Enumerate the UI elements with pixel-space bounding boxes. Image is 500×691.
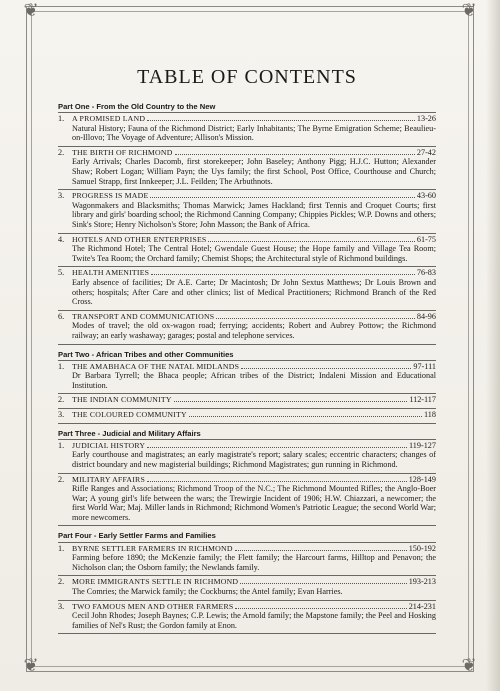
page-range: 112-117: [409, 395, 436, 405]
entry-divider: [58, 266, 436, 267]
page-range: 13-26: [416, 114, 436, 124]
toc-entry: [58, 475, 436, 523]
part-heading: Part Four - Early Settler Farms and Families: [58, 531, 436, 542]
entry-divider: [58, 633, 436, 634]
entry-description: Cecil John Rhodes; Joseph Baynes; C.P. Lewis; the Arnold family; the Mapstone family; the Peel and Hosking families of Nel's Rust; the Gordon family at Enon.: [72, 611, 436, 630]
entry-description: Early absence of facilities; Dr A.E. Carte; Dr Macintosh; Dr John Sextus Matthews; Dr Louis Brown and others; hospitals; After Care and other clinics; list of Medical Practitioners; Richmond Branch of the Red Cross.: [72, 278, 436, 307]
entry-number: 2.: [58, 474, 65, 484]
toc-content: [58, 66, 436, 634]
entry-heading: [72, 475, 436, 485]
toc-entry: [58, 602, 436, 631]
entry-heading: [72, 268, 436, 278]
entry-divider: [58, 473, 436, 474]
toc-entry: [58, 577, 436, 596]
dot-leader: [216, 318, 415, 319]
dot-leader: [147, 120, 415, 121]
toc-entry: [58, 148, 436, 186]
entry-description: Rifle Ranges and Associations; Richmond Troop of the N.C.; The Richmond Mounted Rifles; the Anglo-Boer War; A young girl's life between the wars; the Trewirgie Incident of 1906; H.W. Chiazzari, a newcomer; the first World War; Maj. Miller lands in Richmond; Richmond Women's Patriotic League; the second World War; more newcomers.: [72, 484, 436, 522]
entry-divider: [58, 600, 436, 601]
entry-divider: [58, 233, 436, 234]
corner-ornament-icon: ❦: [461, 655, 477, 676]
entry-description: Farming before 1890; the McKenzie family; the Flett family; the Harcourt farms, Hilltop and Penavon; the Nicholson clan; the Osborn family; the Newlands family.: [72, 553, 436, 572]
entry-title: MORE IMMIGRANTS SETTLE IN RICHMOND: [72, 577, 239, 587]
entry-heading: [72, 395, 436, 405]
page-range: 97-111: [413, 361, 436, 371]
entry-title: JUDICIAL HISTORY: [72, 440, 146, 450]
toc-entry: [58, 312, 436, 341]
entry-number: 1.: [58, 440, 65, 450]
entry-description: The Richmond Hotel; The Central Hotel; Gwendale Guest House; the Hope family and Village Tea Room; Twite's Tea Room; the Orchard family; Chemist Shops; the Architectural style of Richmond buildings.: [72, 244, 436, 263]
entry-description: Natural History; Fauna of the Richmond District; Early Inhabitants; The Byrne Emigration Scheme; Beaulieu-on-Illovo; The Voyage of Adventure; Allison's Mission.: [72, 123, 436, 143]
dot-leader: [151, 274, 415, 275]
entry-number: 1.: [58, 114, 65, 124]
entry-body: [72, 148, 436, 186]
entry-number: 3.: [58, 410, 65, 420]
entry-heading: [72, 235, 436, 245]
entry-body: [72, 191, 436, 229]
entry-body: [72, 235, 436, 264]
entry-title: MILITARY AFFAIRS: [72, 474, 145, 484]
dot-leader: [235, 608, 406, 609]
page-range: 27-42: [416, 147, 436, 157]
entry-divider: [58, 575, 436, 576]
toc-entry: [58, 114, 436, 143]
dot-leader: [189, 416, 422, 417]
part-heading: Part One - From the Old Country to the New: [58, 102, 436, 113]
entry-title: PROGRESS IS MADE: [72, 191, 149, 201]
page-range: 61-75: [416, 234, 436, 244]
page-range: 150-192: [408, 543, 436, 553]
entry-divider: [58, 525, 436, 526]
toc-entry: [58, 410, 436, 420]
toc-entry: [58, 268, 436, 306]
entry-number: 2.: [58, 395, 65, 405]
dot-leader: [147, 447, 407, 448]
toc-entry: [58, 362, 436, 391]
entry-title: THE COLOURED COMMUNITY: [72, 410, 187, 420]
entry-number: 2.: [58, 577, 65, 587]
entry-number: 5.: [58, 268, 65, 278]
corner-ornament-icon: ❦: [23, 0, 39, 21]
entry-title: THE BIRTH OF RICHMOND: [72, 147, 173, 157]
entry-description: Wagonmakers and Blacksmiths; Thomas Marwick; James Hackland; first Tennis and Croquet Courts; first library and girls' boarding school; the Richmond Canning Company; Chippies Pickles; W.P. Downs and others; Sink's Store; Henry Nicholson's Store; John Masson; the Bank of Africa.: [72, 200, 436, 230]
toc-entry: [58, 441, 436, 470]
entry-divider: [58, 408, 436, 409]
toc-entry: [58, 191, 436, 229]
part-heading: Part Three - Judicial and Military Affairs: [58, 429, 436, 440]
dot-leader: [174, 401, 408, 402]
entry-number: 4.: [58, 234, 65, 244]
entry-body: [72, 544, 436, 573]
entry-divider: [58, 146, 436, 147]
entry-body: [72, 114, 436, 143]
entry-heading: [72, 148, 436, 158]
dot-leader: [240, 583, 407, 584]
entry-body: [72, 577, 436, 596]
entry-heading: [72, 544, 436, 554]
dot-leader: [150, 197, 414, 198]
part-heading: Part Two - African Tribes and other Communities: [58, 350, 436, 361]
entry-title: THE AMABHACA OF THE NATAL MIDLANDS: [72, 361, 240, 371]
dot-leader: [147, 481, 407, 482]
toc-entry: [58, 235, 436, 264]
page-edge-shadow: [486, 0, 500, 691]
entry-title: BYRNE SETTLER FARMERS IN RICHMOND: [72, 543, 233, 553]
entry-body: [72, 602, 436, 631]
entry-divider: [58, 189, 436, 190]
entry-description: Early courthouse and magistrates; an early magistrate's report; salary scales; eccentric characters; changes of district boundary and new magisterial buildings; Richmond Magistrates; gun running in Richmond.: [72, 450, 436, 469]
entry-heading: [72, 114, 436, 124]
entry-title: HEALTH AMENITIES: [72, 268, 150, 278]
entry-number: 6.: [58, 311, 65, 321]
entry-title: THE INDIAN COMMUNITY: [72, 395, 172, 405]
toc-parts: [58, 102, 436, 634]
entry-number: 3.: [58, 191, 65, 201]
entry-body: [72, 441, 436, 470]
page-title: TABLE OF CONTENTS: [137, 66, 357, 88]
entry-divider: [58, 423, 436, 424]
entry-number: 3.: [58, 601, 65, 611]
entry-divider: [58, 310, 436, 311]
page-range: 128-149: [408, 474, 436, 484]
entry-heading: [72, 441, 436, 451]
toc-entry: [58, 395, 436, 405]
page-range: 43-60: [416, 191, 436, 201]
corner-ornament-icon: ❦: [461, 0, 477, 21]
page-range: 119-127: [409, 440, 436, 450]
entry-body: [72, 362, 436, 391]
page-range: 84-96: [416, 311, 436, 321]
entry-body: [72, 410, 436, 420]
entry-heading: [72, 191, 436, 201]
entry-body: [72, 395, 436, 405]
entry-divider: [58, 393, 436, 394]
entry-body: [72, 475, 436, 523]
dot-leader: [241, 368, 411, 369]
entry-heading: [72, 312, 436, 322]
page-range: 76-83: [416, 268, 436, 278]
dot-leader: [208, 241, 414, 242]
entry-body: [72, 268, 436, 306]
entry-description: The Comries; the Marwick family; the Cockburns; the Antel family; Evan Harries.: [72, 586, 343, 596]
toc-entry: [58, 544, 436, 573]
entry-title: TRANSPORT AND COMMUNICATIONS: [72, 311, 215, 321]
page-range: 193-213: [408, 577, 436, 587]
entry-heading: [72, 602, 436, 612]
entry-number: 2.: [58, 147, 65, 157]
entry-description: Early Arrivals; Charles Dacomb, first storekeeper; John Baseley; Anthony Pigg; H.J.C. Hutton; Alexander Shaw; Robert Logan; William Payn; the Uys family; the first School, Post Office, Courthouse and Church; Samuel Strapp, first Innkeeper; J.L. Feilden; The Arbuthnots.: [72, 157, 436, 186]
entry-heading: [72, 577, 436, 587]
entry-number: 1.: [58, 543, 65, 553]
entry-heading: [72, 362, 436, 372]
dot-leader: [235, 550, 407, 551]
corner-ornament-icon: ❦: [23, 655, 39, 676]
entry-title: TWO FAMOUS MEN AND OTHER FARMERS: [72, 601, 234, 611]
page-range: 214-231: [408, 601, 436, 611]
entry-number: 1.: [58, 361, 65, 371]
entry-heading: [72, 410, 436, 420]
entry-divider: [58, 344, 436, 345]
entry-title: HOTELS AND OTHER ENTERPRISES: [72, 234, 207, 244]
entry-description: Dr Barbara Tyrrell; the Bhaca people; African tribes of the District; Indaleni Mission and Educational Institution.: [72, 371, 436, 390]
entry-title: A PROMISED LAND: [72, 114, 146, 124]
page-range: 118: [424, 410, 436, 420]
entry-description: Modes of travel; the old ox-wagon road; ferrying; accidents; Robert and Aubrey Pottow; the Richmond railway; an early washaway; garages; postal and telephone services.: [72, 321, 436, 340]
entry-body: [72, 312, 436, 341]
dot-leader: [175, 154, 415, 155]
